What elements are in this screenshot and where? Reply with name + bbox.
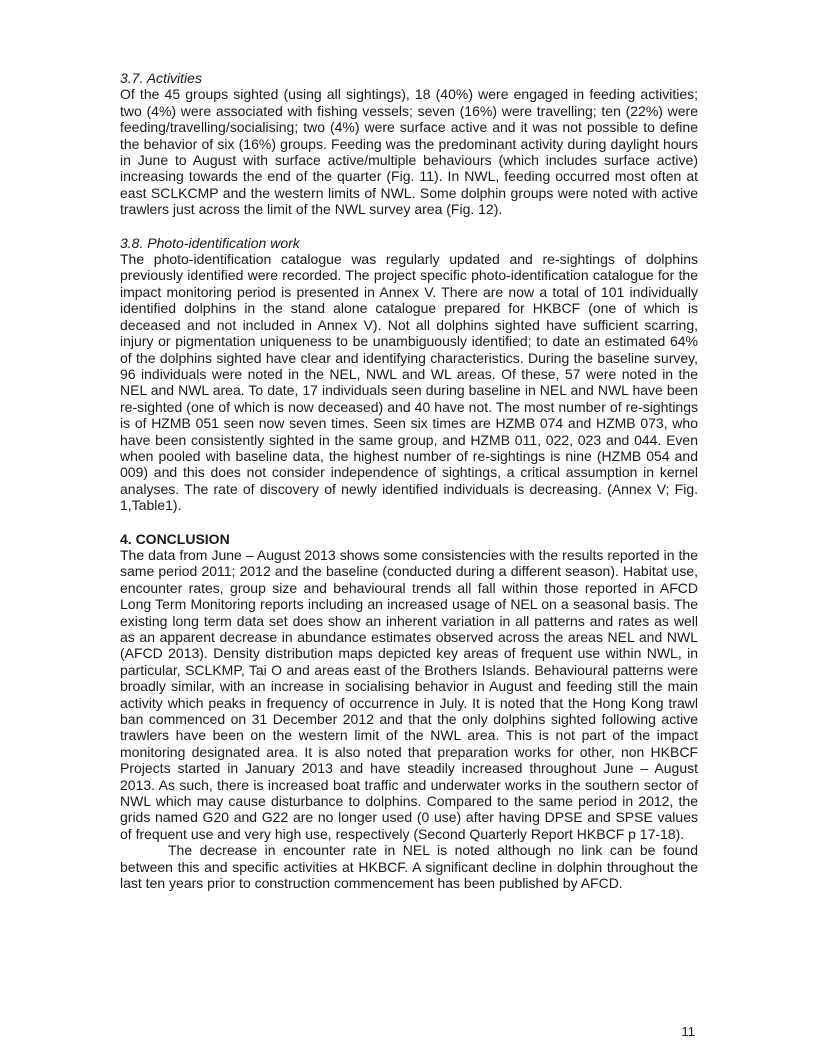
page-number: 11: [681, 1024, 695, 1039]
conclusion-heading: 4. CONCLUSION: [120, 530, 230, 547]
document-page: [120, 70, 698, 892]
activities-paragraph: Of the 45 groups sighted (using all sightings), 18 (40%) were engaged in feeding activities; two (4%) were associated with fishing vessels; seven (16%) were travelling; ten (22%) were feeding/travelling/socialising; two (4%) were surface active and it was not possible to define the behavior of six (16%) groups. Feeding was the predominant activity during daylight hours in June to August with surface active/multiple behaviours (which includes surface active) increasing towards the end of the quarter (Fig. 11). In NWL, feeding occurred most often at east SCLKCMP and the western limits of NWL. Some dolphin groups were noted with active trawlers just across the limit of the NWL survey area (Fig. 12).: [120, 86, 698, 218]
section-spacer: [120, 218, 698, 235]
photo-id-heading: 3.8. Photo-identification work: [120, 234, 300, 251]
conclusion-paragraph-1: The data from June – August 2013 shows some consistencies with the results reported in the same period 2011; 2012 and the baseline (conducted during a different season). Habitat use, encounter rates, group size and behavioural trends all fall within those reported in AFCD Long Term Monitoring reports including an increased usage of NEL on a seasonal basis. The existing long term data set does show an inherent variation in all patterns and rates as well as an apparent decrease in abundance estimates observed across the areas NEL and NWL (AFCD 2013). Density distribution maps depicted key areas of frequent use within NWL, in particular, SCLKMP, Tai O and areas east of the Brothers Islands. Behavioural patterns were broadly similar, with an increase in socialising behavior in August and feeding still the main activity which peaks in frequency of occurrence in July. It is noted that the Hong Kong trawl ban commenced on 31 December 2012 and that the only dolphins sighted following active trawlers have been on the western limit of the NWL area. This is not part of the impact monitoring designated area. It is also noted that preparation works for other, non HKBCF Projects started in January 2013 and have steadily increased throughout June – August 2013. As such, there is increased boat traffic and underwater works in the southern sector of NWL which may cause disturbance to dolphins. Compared to the same period in 2012, the grids named G20 and G22 are no longer used (0 use) after having DPSE and SPSE values of frequent use and very high use, respectively (Second Quarterly Report HKBCF p 17-18).: [120, 546, 698, 842]
conclusion-paragraph-2: The decrease in encounter rate in NEL is noted although no link can be found between this and specific activities at HKBCF. A significant decline in dolphin throughout the last ten years prior to construction commencement has been published by AFCD.: [120, 842, 698, 892]
activities-heading: 3.7. Activities: [120, 70, 202, 86]
photo-id-paragraph: The photo-identification catalogue was regularly updated and re-sightings of dolphins previously identified were recorded. The project specific photo-identification catalogue for the impact monitoring period is presented in Annex V. There are now a total of 101 individually identified dolphins in the stand alone catalogue prepared for HKBCF (one of which is deceased and not included in Annex V). Not all dolphins sighted have sufficient scarring, injury or pigmentation uniqueness to be unambiguously identified; to date an estimated 64% of the dolphins sighted have clear and identifying characteristics. During the baseline survey, 96 individuals were noted in the NEL, NWL and WL areas. Of these, 57 were noted in the NEL and NWL area. To date, 17 individuals seen during baseline in NEL and NWL have been re-sighted (one of which is now deceased) and 40 have not. The most number of re-sightings is of HZMB 051 seen now seven times. Seen six times are HZMB 074 and HZMB 073, who have been consistently sighted in the same group, and HZMB 011, 022, 023 and 044. Even when pooled with baseline data, the highest number of re-sightings is nine (HZMB 054 and 009) and this does not consider independence of sightings, a critical assumption in kernel analyses. The rate of discovery of newly identified individuals is decreasing. (Annex V; Fig. 1,Table1).: [120, 251, 698, 514]
section-spacer: [120, 514, 698, 531]
